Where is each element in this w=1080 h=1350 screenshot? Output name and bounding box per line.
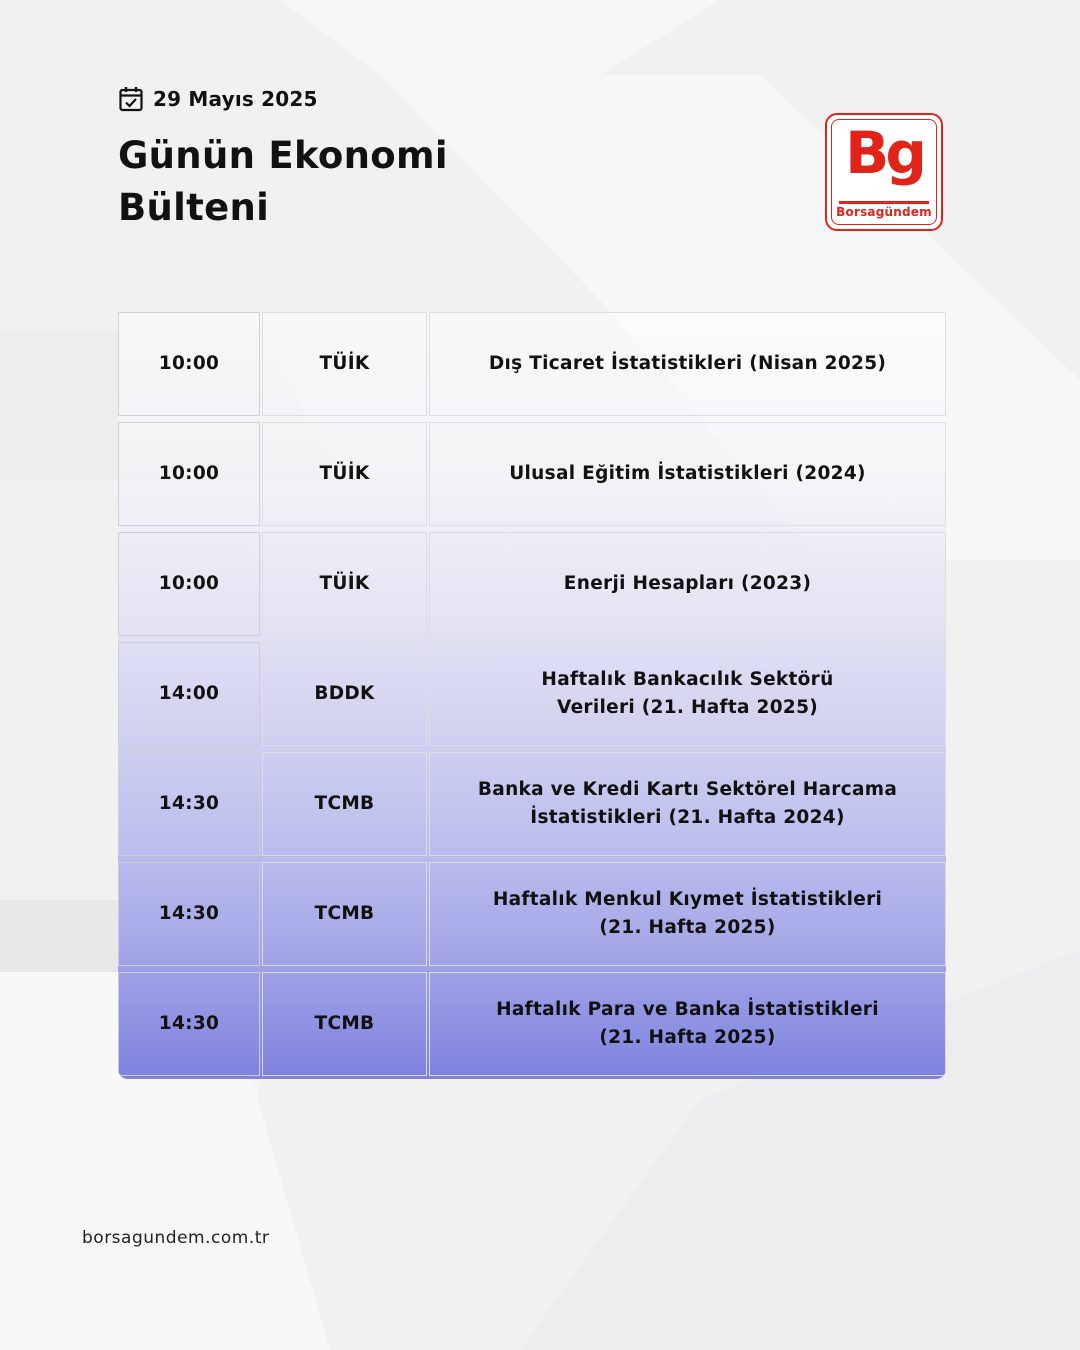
calendar-check-icon	[119, 86, 143, 112]
source-cell: TÜİK	[262, 422, 427, 526]
event-line1: Haftalık Para ve Banka İstatistikleri	[496, 999, 879, 1020]
schedule-table	[118, 312, 946, 1079]
date-text: 29 Mayıs 2025	[153, 87, 318, 111]
event-cell	[429, 642, 946, 746]
time-cell: 10:00	[118, 312, 260, 416]
table-row	[118, 422, 946, 530]
table-row	[118, 862, 946, 970]
event-line1: Haftalık Menkul Kıymet İstatistikleri	[492, 889, 883, 910]
event-line1: Enerji Hesapları (2023)	[563, 573, 812, 594]
event-cell	[429, 752, 946, 856]
event-cell	[429, 422, 946, 526]
source-cell: TCMB	[262, 862, 427, 966]
event-line2: İstatistikleri (21. Hafta 2024)	[530, 807, 845, 828]
event-line2: (21. Hafta 2025)	[599, 1027, 776, 1048]
time-cell: 14:30	[118, 972, 260, 1076]
event-line1: Haftalık Bankacılık Sektörü	[541, 669, 834, 690]
source-cell: TCMB	[262, 752, 427, 856]
brand-logo	[825, 113, 943, 231]
time-cell: 10:00	[118, 532, 260, 636]
source-cell: TÜİK	[262, 532, 427, 636]
table-row	[118, 312, 946, 420]
table-row	[118, 752, 946, 860]
event-line1: Banka ve Kredi Kartı Sektörel Harcama	[477, 779, 898, 800]
logo-divider	[839, 201, 929, 204]
source-cell: TCMB	[262, 972, 427, 1076]
time-cell: 14:30	[118, 862, 260, 966]
event-cell	[429, 312, 946, 416]
logo-name: Borsagündem	[836, 205, 932, 219]
source-cell: TÜİK	[262, 312, 427, 416]
event-line2: (21. Hafta 2025)	[599, 917, 776, 938]
source-cell: BDDK	[262, 642, 427, 746]
date-row	[119, 86, 318, 112]
event-cell	[429, 862, 946, 966]
page-title-line1: Günün Ekonomi	[118, 134, 448, 177]
event-line1: Dış Ticaret İstatistikleri (Nisan 2025)	[488, 353, 887, 374]
website-link[interactable]: borsagundem.com.tr	[82, 1228, 270, 1248]
time-cell: 14:30	[118, 752, 260, 856]
logo-mark: Bg	[845, 119, 923, 187]
time-cell: 14:00	[118, 642, 260, 746]
table-row	[118, 532, 946, 640]
table-row	[118, 642, 946, 750]
event-cell	[429, 532, 946, 636]
page-title-line2: Bülteni	[118, 186, 270, 229]
event-cell	[429, 972, 946, 1076]
page-title	[118, 130, 538, 234]
time-cell: 10:00	[118, 422, 260, 526]
event-line1: Ulusal Eğitim İstatistikleri (2024)	[509, 463, 866, 484]
event-line2: Verileri (21. Hafta 2025)	[556, 697, 818, 718]
table-row	[118, 972, 946, 1079]
